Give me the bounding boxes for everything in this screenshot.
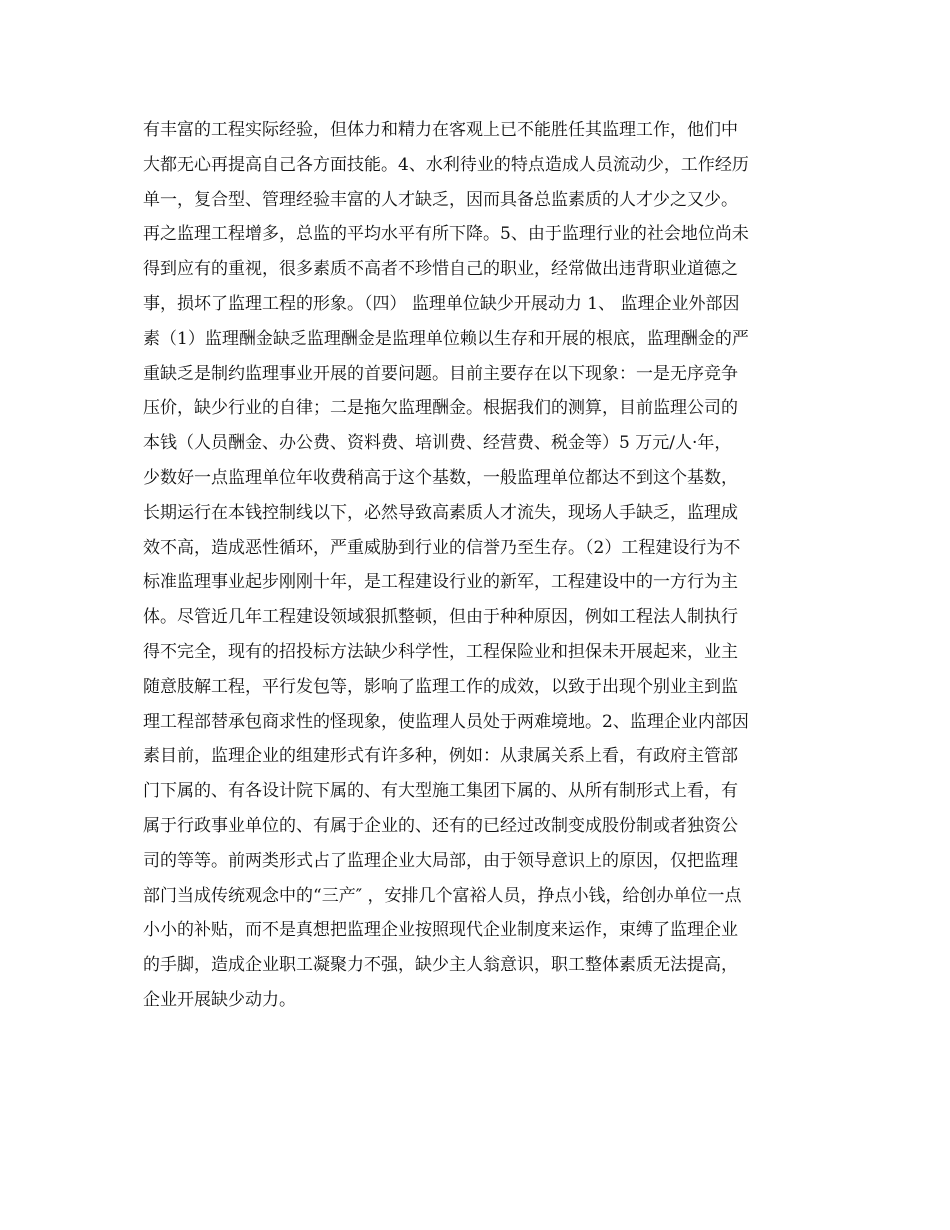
- text-line: 理工程部替承包商求性的怪现象，使监理人员处于两难境地。2、监理企业内部因: [143, 711, 749, 732]
- text-line: 再之监理工程增多，总监的平均水平有所下降。5、由于监理行业的社会地位尚未: [143, 224, 749, 245]
- text-line: 素（1）监理酬金缺乏监理酬金是监理单位赖以生存和开展的根底，监理酬金的严: [143, 328, 749, 349]
- text-line: 随意肢解工程，平行发包等，影响了监理工作的成效，以致于出现个别业主到监: [143, 676, 738, 697]
- text-line: 体。尽管近几年工程建设领域狠抓整顿，但由于种种原因，例如工程法人制执行: [143, 607, 738, 628]
- text-line: 司的等等。前两类形式占了监理企业大局部，由于领导意识上的原因，仅把监理: [143, 850, 738, 871]
- text-line: 门下属的、有各设计院下属的、有大型施工集团下属的、从所有制形式上看，有: [143, 781, 738, 802]
- text-line: 大都无心再提高自己各方面技能。4、水利待业的特点造成人员流动少，工作经历: [143, 154, 749, 175]
- text-line: 效不高，造成恶性循环，严重威胁到行业的信誉乃至生存。（2）工程建设行为不: [143, 537, 741, 558]
- body-text: [143, 113, 813, 1018]
- text-line: 属于行政事业单位的、有属于企业的、还有的已经过改制变成股份制或者独资公: [143, 815, 738, 836]
- text-line: 小小的补贴，而不是真想把监理企业按照现代企业制度来运作，束缚了监理企业: [143, 920, 738, 941]
- text-line: 的手脚，造成企业职工凝聚力不强，缺少主人翁意识，职工整体素质无法提高，: [143, 955, 738, 976]
- text-line: 长期运行在本钱控制线以下，必然导致高素质人才流失，现场人手缺乏，监理成: [143, 502, 738, 523]
- text-line: 得不完全，现有的招投标方法缺少科学性，工程保险业和担保未开展起来，业主: [143, 641, 738, 662]
- text-line: 单一，复合型、管理经验丰富的人才缺乏，因而具备总监素质的人才少之又少。: [143, 189, 738, 210]
- text-line: 素目前，监理企业的组建形式有许多种，例如：从隶属关系上看，有政府主管部: [143, 746, 738, 767]
- text-line: 事，损坏了监理工程的形象。（四） 监理单位缺少开展动力 1、 监理企业外部因: [143, 293, 740, 314]
- text-line: 少数好一点监理单位年收费稍高于这个基数，一般监理单位都达不到这个基数，: [143, 467, 738, 488]
- text-line: 企业开展缺少动力。: [143, 989, 296, 1010]
- text-line: 本钱（人员酬金、办公费、资料费、培训费、经营费、税金等）5 万元/人·年，: [143, 433, 732, 454]
- text-line: 压价，缺少行业的自律；二是拖欠监理酬金。根据我们的测算，目前监理公司的: [143, 398, 738, 419]
- text-line: 有丰富的工程实际经验，但体力和精力在客观上已不能胜任其监理工作，他们中: [143, 120, 738, 140]
- text-line: 部门当成传统观念中的“三产″ ，安排几个富裕人员，挣点小钱，给创办单位一点: [143, 885, 742, 906]
- text-line: 得到应有的重视，很多素质不高者不珍惜自己的职业，经常做出违背职业道德之: [143, 259, 738, 280]
- text-line: 标准监理事业起步刚刚十年，是工程建设行业的新军，工程建设中的一方行为主: [143, 572, 738, 593]
- text-line: 重缺乏是制约监理事业开展的首要问题。目前主要存在以下现象：一是无序竞争: [143, 363, 738, 384]
